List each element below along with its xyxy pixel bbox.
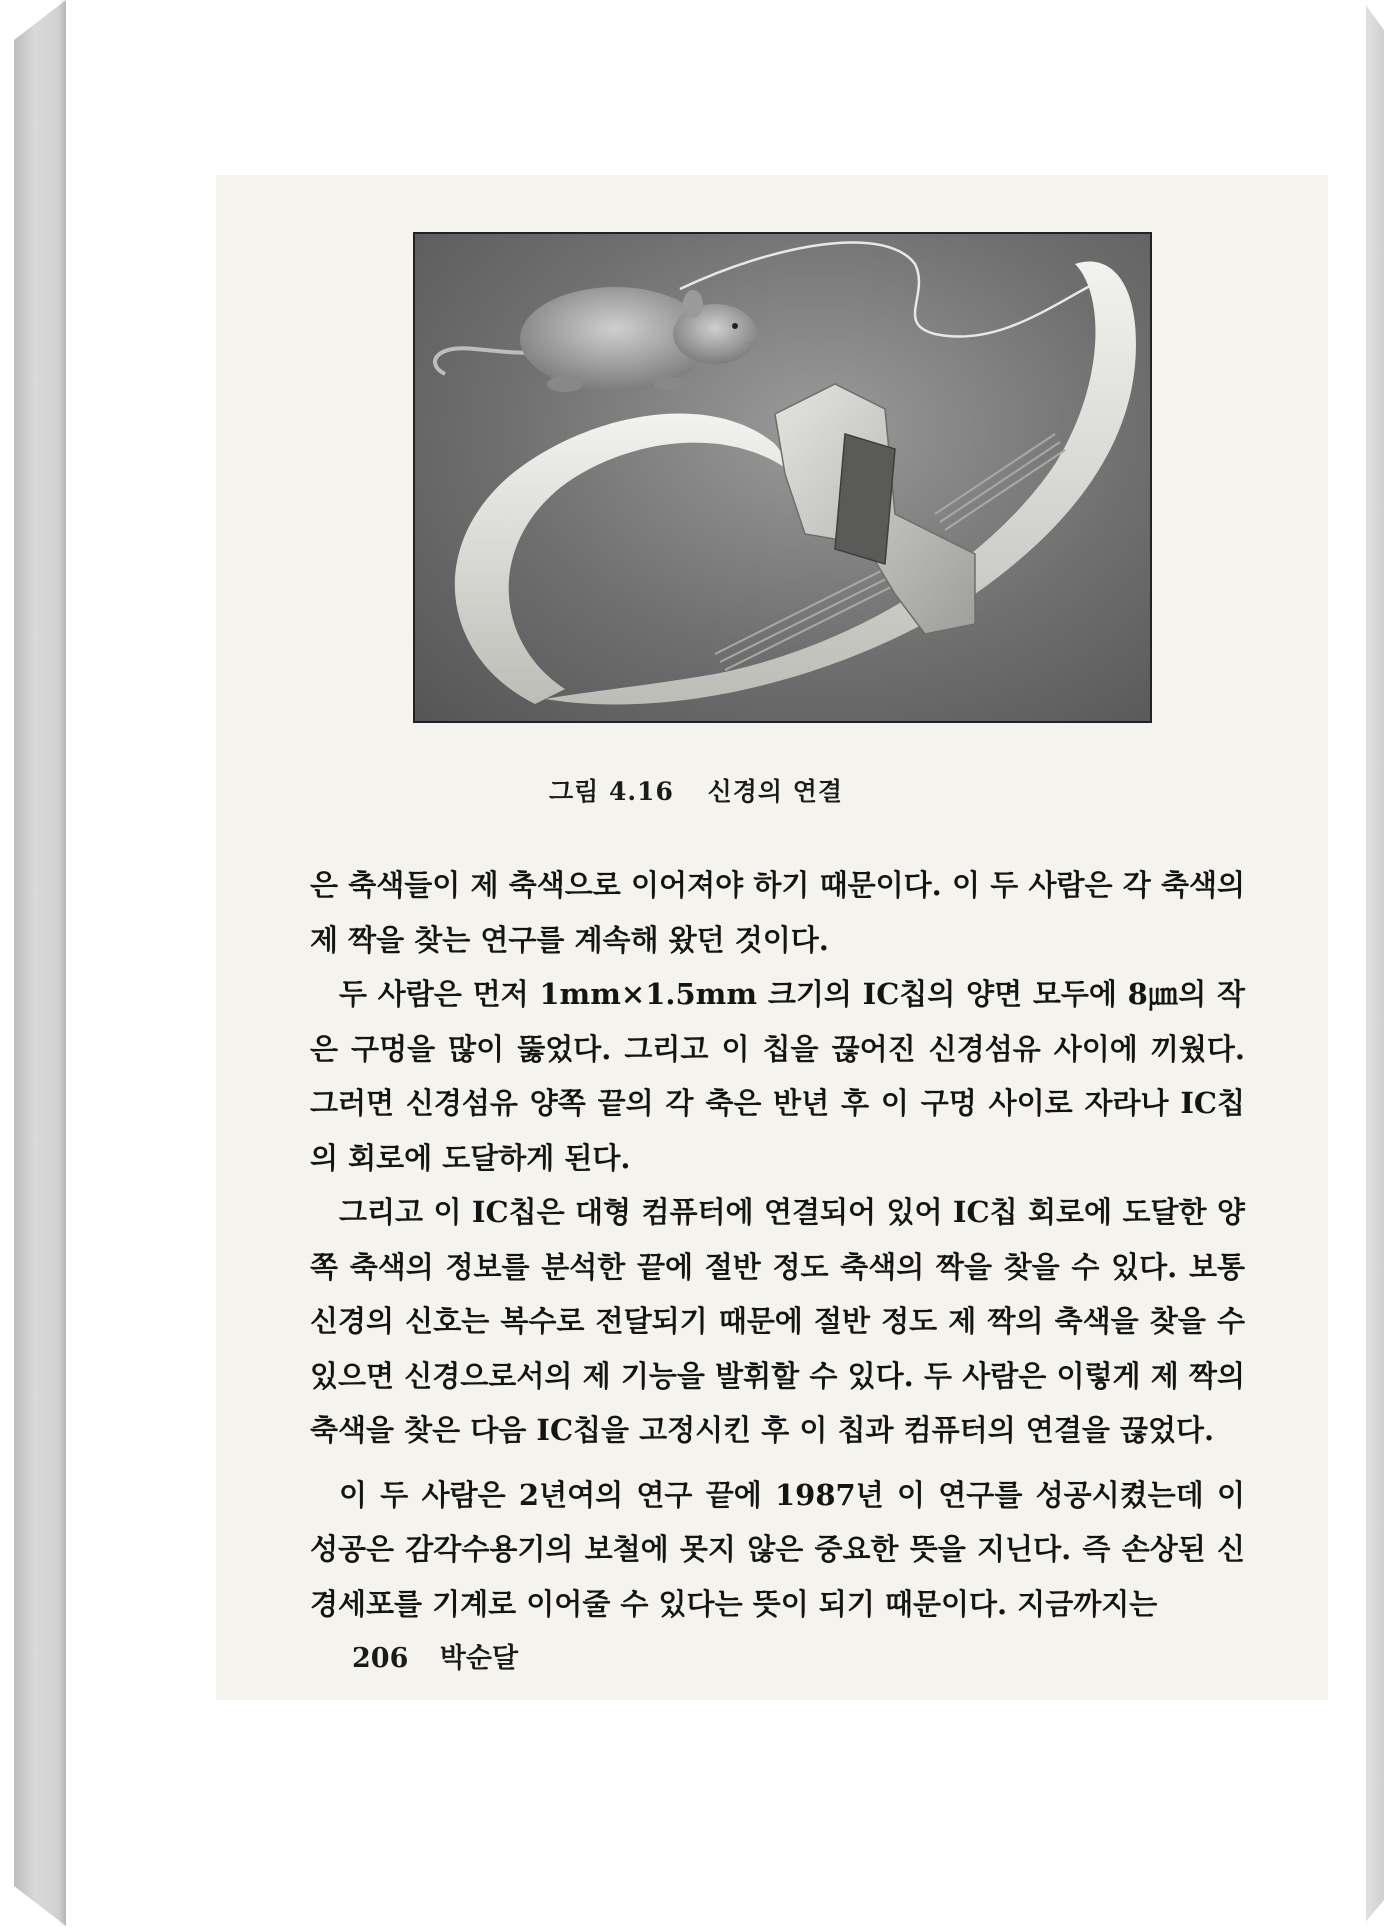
nerve-fiber-loop	[455, 414, 805, 704]
body-text	[310, 858, 1245, 1631]
page-number: 206	[352, 1643, 409, 1674]
illustration-svg	[415, 234, 1150, 721]
running-author: 박순달	[439, 1643, 519, 1674]
book-spine-left	[14, 0, 66, 1926]
figure-caption-title: 신경의 연결	[707, 777, 844, 806]
paragraph-3: 그리고 이 IC칩은 대형 컴퓨터에 연결되어 있어 IC칩 회로에 도달한 양쪽 축색의 정보를 분석한 끝에 절반 정도 축색의 짝을 찾을 수 있다. 보통 신경의 신호는 복수로 전달되기 때문에 절반 정도 제 짝의 축색을 찾을 수 있으면 신경으로서의 제 기능을 발휘할 수 있다. 두 사람은 이렇게 제 짝의 축색을 찾은 다음 IC칩을 고정시킨 후 이 칩과 컴퓨터의 연결을 끊었다.	[310, 1195, 1245, 1447]
paragraph-4: 이 두 사람은 2년여의 연구 끝에 1987년 이 연구를 성공시켰는데 이 성공은 감각수용기의 보철에 못지 않은 중요한 뜻을 지닌다. 즉 손상된 신경세포를 기계로 이어줄 수 있다는 뜻이 되기 때문이다. 지금까지는	[310, 1477, 1245, 1621]
paragraph-2: 두 사람은 먼저 1mm×1.5mm 크기의 IC칩의 양면 모두에 8㎛의 작은 구멍을 많이 뚫었다. 그리고 이 칩을 끊어진 신경섬유 사이에 끼웠다. 그러면 신경섬유 양쪽 끝의 각 축은 반년 후 이 구멍 사이로 자라나 IC칩의 회로에 도달하게 된다.	[310, 977, 1245, 1175]
figure-nerve-connection-illustration	[413, 232, 1152, 723]
ic-chip-plate	[835, 434, 895, 564]
rat-figure	[435, 287, 760, 392]
page-footer	[352, 1636, 518, 1675]
paragraph-1: 은 축색들이 제 축색으로 이어져야 하기 때문이다. 이 두 사람은 각 축색의 제 짝을 찾는 연구를 계속해 왔던 것이다.	[310, 868, 1245, 957]
figure-caption	[0, 772, 1392, 808]
figure-caption-number: 그림 4.16	[548, 777, 674, 806]
